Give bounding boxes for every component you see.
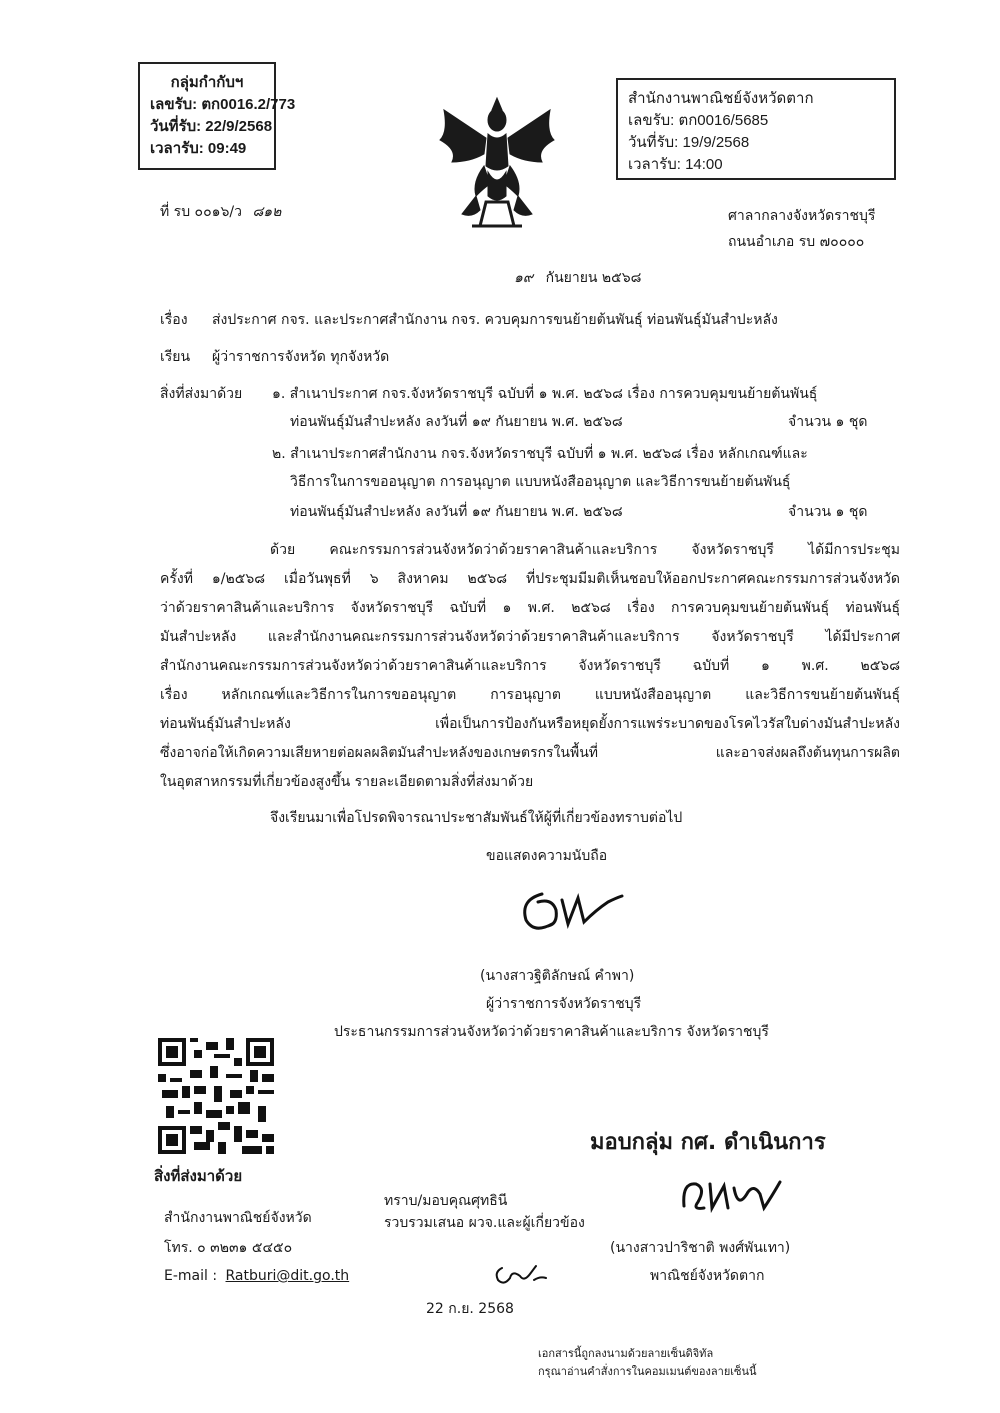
body-line: มันสำปะหลัง และสำนักงานคณะกรรมการส่วนจังหวัดว่าด้วยราคาสินค้าและบริการ จังหวัดราชบุรี ได้มีประกาศ	[160, 629, 900, 645]
body-line: สำนักงานคณะกรรมการส่วนจังหวัดว่าด้วยราคาสินค้าและบริการ จังหวัดราชบุรี ฉบับที่ ๑ พ.ศ. ๒๕๖๘	[160, 658, 900, 674]
letter-date	[514, 268, 641, 288]
closing-request: จึงเรียนมาเพื่อโปรดพิจารณาประชาสัมพันธ์ให้ผู้ที่เกี่ยวข้องทราบต่อไป	[270, 810, 683, 826]
subject-label: เรื่อง	[160, 312, 188, 328]
enclosure-1-quantity: จำนวน ๑ ชุด	[788, 414, 868, 430]
enclosure-2-quantity: จำนวน ๑ ชุด	[788, 504, 868, 520]
stamp-left-title: กลุ่มกำกับฯ	[170, 74, 244, 91]
enclosure-2-line3: ท่อนพันธุ์มันสำปะหลัง ลงวันที่ ๑๙ กันยายน พ.ศ. ๒๕๖๘	[290, 504, 623, 520]
body-line: ว่าด้วยราคาสินค้าและบริการ จังหวัดราชบุรี ฉบับที่ ๑ พ.ศ. ๒๕๖๘ เรื่อง การควบคุมขนย้ายต้นพันธุ์ ท่อนพันธุ์	[160, 600, 900, 616]
governor-position: ผู้ว่าราชการจังหวัดราชบุรี	[486, 996, 642, 1012]
commerce-signature	[676, 1170, 786, 1218]
footer-email-label: E-mail :	[164, 1268, 218, 1284]
body-line: เรื่อง หลักเกณฑ์และวิธีการในการขออนุญาต การอนุญาต แบบหนังสืออนุญาต และวิธีการขนย้ายต้นพันธุ์	[160, 687, 900, 703]
letter-date-day: ๑๙	[514, 270, 534, 286]
stamp-right-receive-no: เลขรับ: ตก0016/5685	[628, 112, 769, 129]
qr-code	[158, 1038, 274, 1154]
commerce-official-position: พาณิชย์จังหวัดตาก	[650, 1268, 765, 1284]
to-label: เรียน	[160, 349, 191, 365]
body-line: ในอุตสาหกรรมที่เกี่ยวข้องสูงขึ้น รายละเอียดตามสิ่งที่ส่งมาด้วย	[160, 774, 534, 790]
enclosure-2-line1: ๒. สำเนาประกาศสำนักงาน กจร.จังหวัดราชบุรี ฉบับที่ ๑ พ.ศ. ๒๕๖๘ เรื่อง หลักเกณฑ์และ	[272, 446, 808, 462]
note-date: 22 ก.ย. 2568	[426, 1301, 514, 1317]
stamp-right-receive-time: เวลารับ: 14:00	[628, 156, 723, 173]
subject-text: ส่งประกาศ กจร. และประกาศสำนักงาน กจร. ควบคุมการขนย้ายต้นพันธุ์ ท่อนพันธุ์มันสำปะหลัง	[212, 312, 778, 328]
footer-email-row	[164, 1266, 349, 1286]
stamp-left-receive-time: เวลารับ: 09:49	[150, 140, 247, 157]
stamp-right-receive-date: วันที่รับ: 19/9/2568	[628, 134, 750, 151]
reference-number	[160, 202, 281, 222]
initial-signature	[490, 1258, 550, 1290]
sender-address-line2: ถนนอำเภอ รบ ๗๐๐๐๐	[728, 234, 865, 250]
body-line: ครั้งที่ ๑/๒๕๖๘ เมื่อวันพุธที่ ๖ สิงหาคม ๒๕๖๘ ที่ประชุมมีมติเห็นชอบให้ออกประกาศคณะกรรมการส่วนจังหวัด	[160, 571, 900, 587]
body-line: ซึ่งอาจก่อให้เกิดความเสียหายต่อผลผลิตมันสำปะหลังของเกษตรกรในพื้นที่ และอาจส่งผลถึงต้นทุนการผลิต	[160, 745, 900, 761]
body-paragraph	[160, 540, 900, 801]
enclosure-label: สิ่งที่ส่งมาด้วย	[160, 386, 243, 402]
footer-enclosure-note: สิ่งที่ส่งมาด้วย	[154, 1167, 243, 1185]
governor-name: (นางสาวฐิติลักษณ์ คำพา)	[480, 968, 635, 984]
stamp-right-office: สำนักงานพาณิชย์จังหวัดตาก	[628, 90, 814, 107]
reference-number-handwritten: ๘๑๒	[252, 204, 282, 220]
receipt-stamp-left	[138, 62, 296, 170]
body-line: ท่อนพันธุ์มันสำปะหลัง เพื่อเป็นการป้องกันหรือหยุดยั้งการแพร่ระบาดของโรคไวรัสใบด่างมันสำปะหลัง	[160, 716, 900, 732]
stamp-left-receive-date: วันที่รับ: 22/9/2568	[150, 118, 273, 135]
letter-date-month-year: กันยายน ๒๕๖๘	[545, 270, 642, 286]
governor-signature	[512, 880, 632, 940]
enclosure-2-line2: วิธีการในการขออนุญาต การอนุญาต แบบหนังสืออนุญาต และวิธีการขนย้ายต้นพันธุ์	[290, 474, 791, 490]
garuda-emblem	[432, 92, 562, 234]
note-line1: ทราบ/มอบคุณศุทธินี	[384, 1193, 508, 1209]
receipt-stamp-right	[616, 78, 896, 180]
commerce-official-name: (นางสาวปาริชาติ พงศ์พันเทา)	[610, 1240, 791, 1256]
body-line: ด้วย คณะกรรมการส่วนจังหวัดว่าด้วยราคาสินค้าและบริการ จังหวัดราชบุรี ได้มีการประชุม	[270, 542, 900, 558]
stamp-left-receive-no: เลขรับ: ตก0016.2/773	[150, 96, 296, 113]
footer-office: สำนักงานพาณิชย์จังหวัด	[164, 1210, 312, 1226]
assign-annotation: มอบกลุ่ม กศ. ดำเนินการ	[590, 1130, 826, 1155]
governor-role: ประธานกรรมการส่วนจังหวัดว่าด้วยราคาสินค้าและบริการ จังหวัดราชบุรี	[334, 1024, 769, 1040]
enclosure-1-line2: ท่อนพันธุ์มันสำปะหลัง ลงวันที่ ๑๙ กันยายน พ.ศ. ๒๕๖๘	[290, 414, 623, 430]
digital-signature-note-line2: กรุณาอ่านคำสั่งการในคอมเมนต์ของลายเซ็นนี้	[538, 1365, 757, 1378]
footer-tel: โทร. ๐ ๓๒๓๑ ๕๔๕๐	[164, 1240, 293, 1256]
enclosure-1-line1: ๑. สำเนาประกาศ กจร.จังหวัดราชบุรี ฉบับที่ ๑ พ.ศ. ๒๕๖๘ เรื่อง การควบคุมขนย้ายต้นพันธุ์	[272, 386, 818, 402]
sender-address-line1: ศาลากลางจังหวัดราชบุรี	[728, 208, 876, 224]
note-line2: รวบรวมเสนอ ผวจ.และผู้เกี่ยวข้อง	[384, 1215, 585, 1231]
digital-signature-note-line1: เอกสารนี้ถูกลงนามด้วยลายเซ็นดิจิทัล	[538, 1347, 714, 1360]
closing-salutation: ขอแสดงความนับถือ	[486, 848, 608, 864]
reference-number-printed: ที่ รบ ๐๐๑๖/ว	[160, 204, 242, 220]
to-text: ผู้ว่าราชการจังหวัด ทุกจังหวัด	[212, 349, 390, 365]
footer-email-link[interactable]: Ratburi@dit.go.th	[225, 1268, 350, 1284]
